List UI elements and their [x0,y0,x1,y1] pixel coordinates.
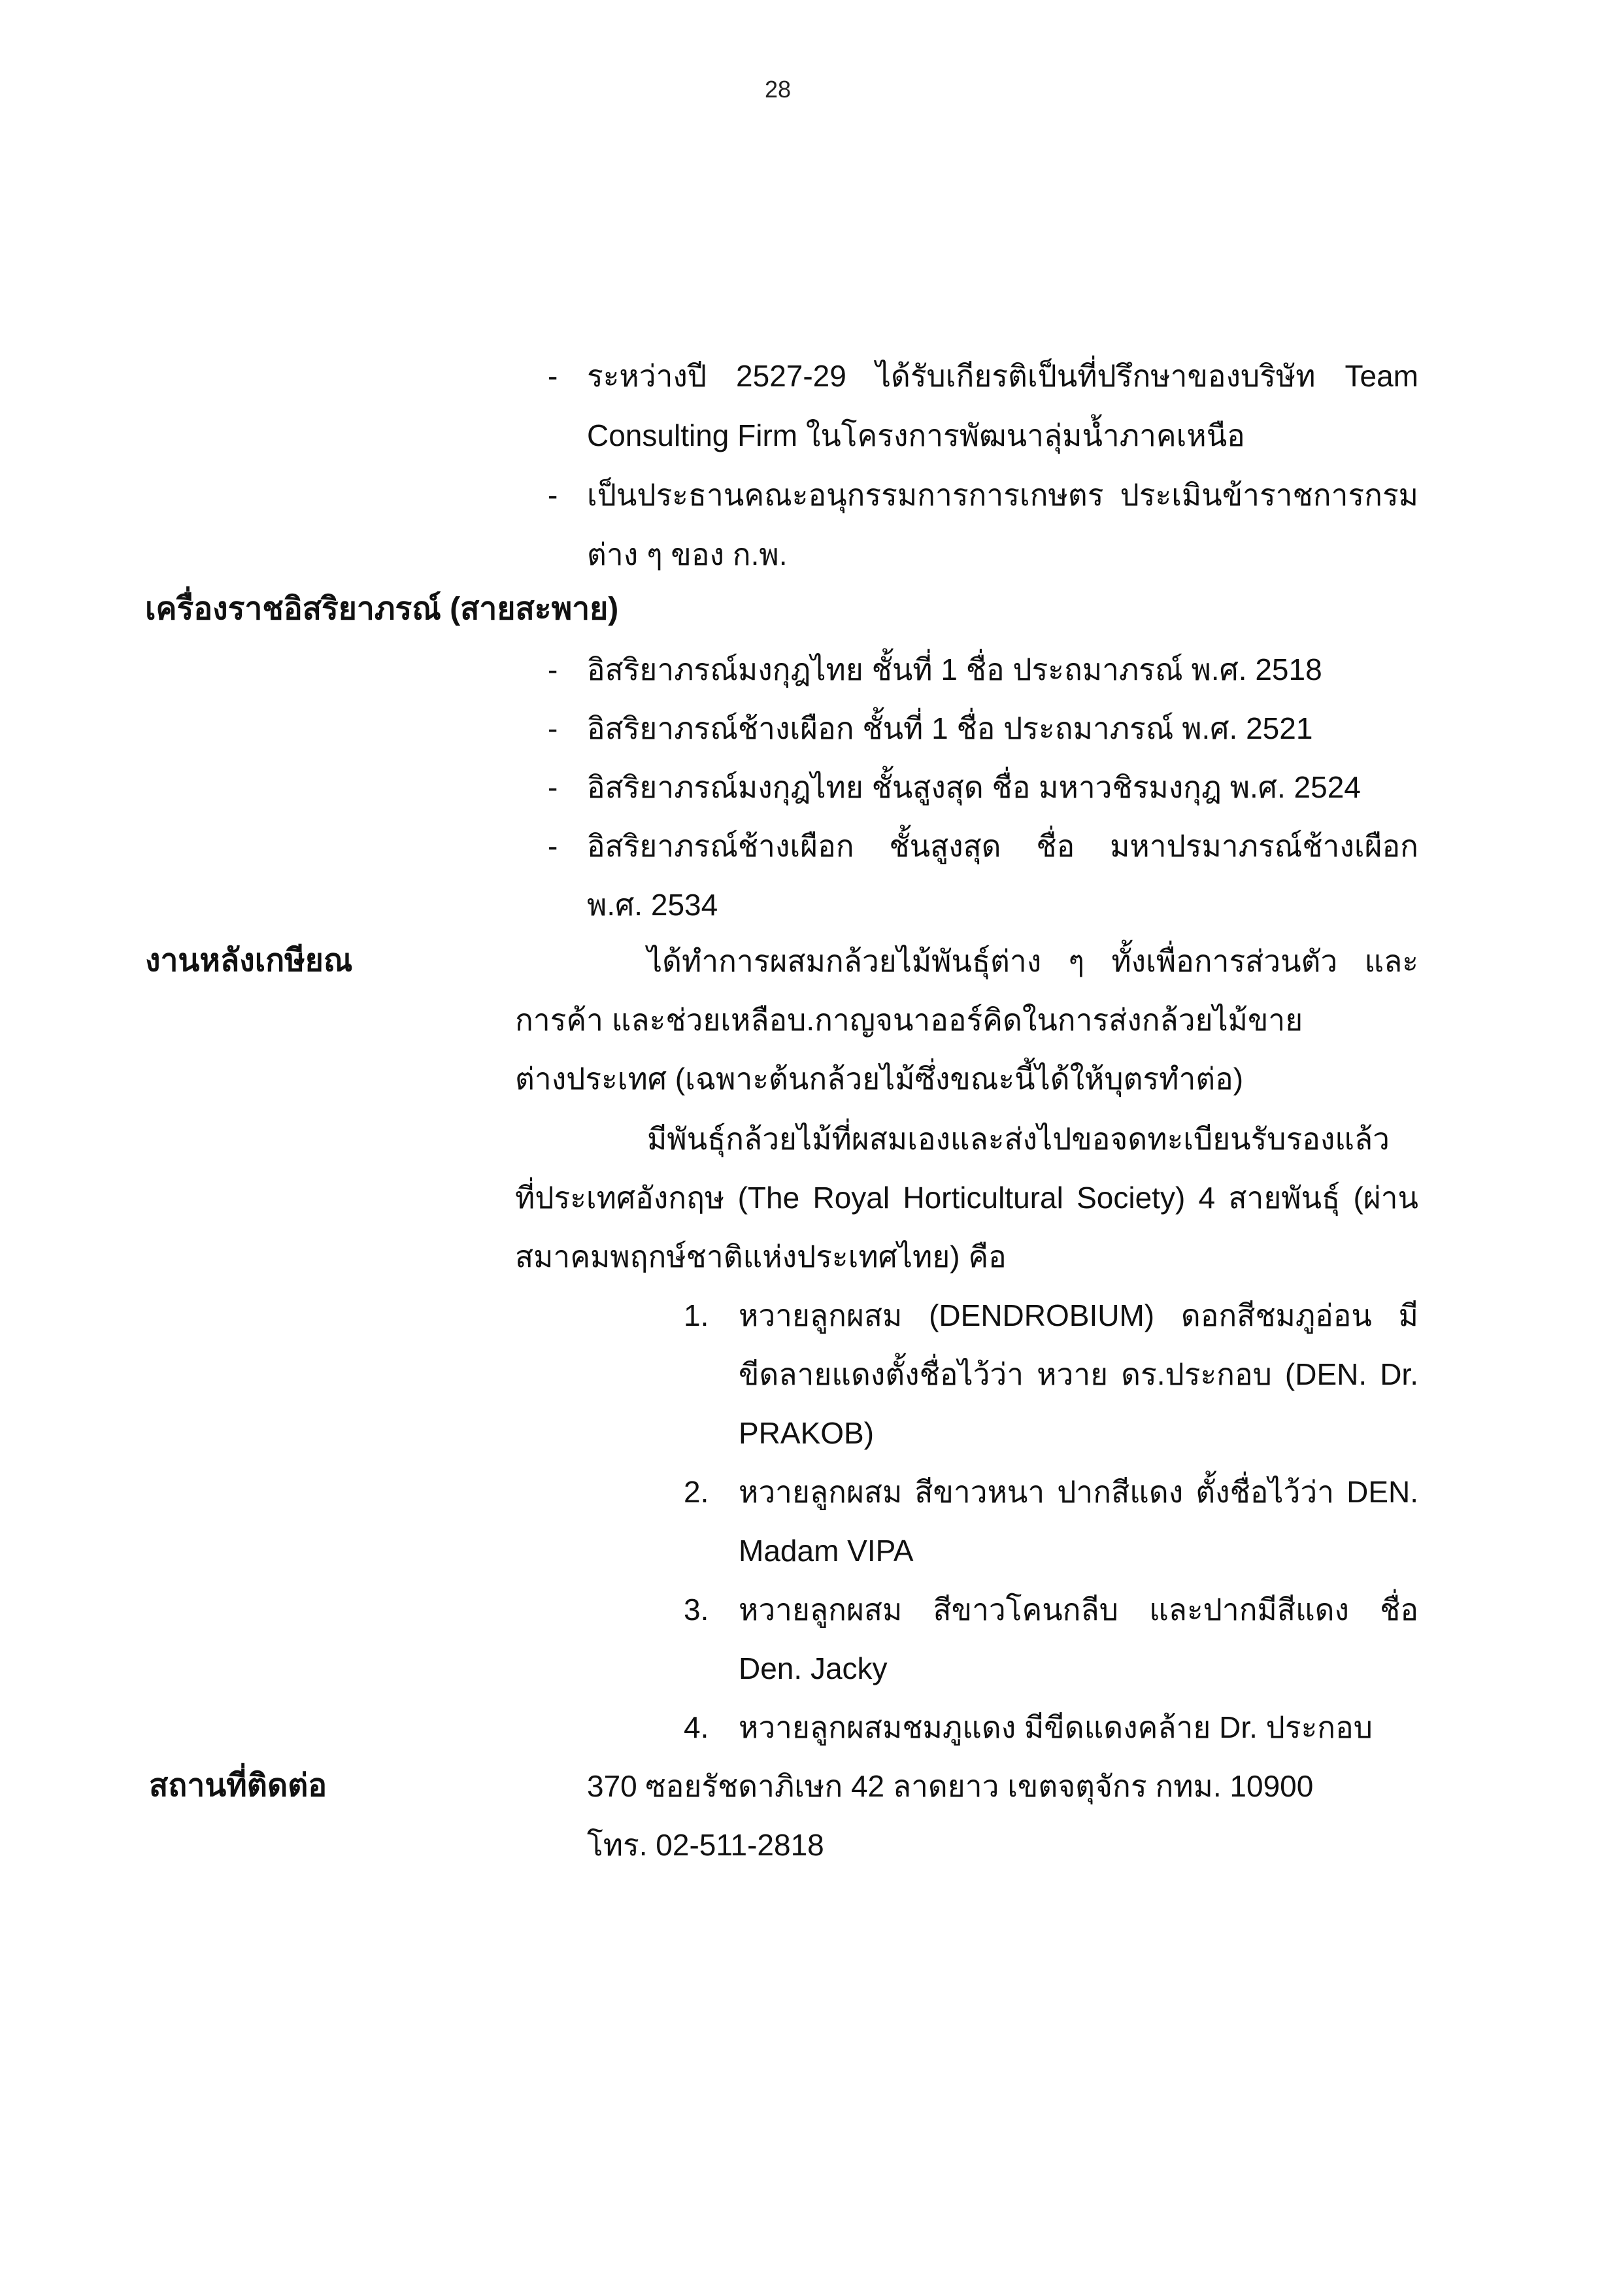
career-item-2-bullet: - [548,478,558,512]
orchid-item-2-number: 2. [684,1475,709,1509]
career-item-2-line2: ต่าง ๆ ของ ก.พ. [587,537,788,571]
career-item-1-line1: ระหว่างปี 2527-29 ได้รับเกียรติเป็นที่ปรึกษาของบริษัท Team [587,359,1418,393]
contact-phone: โทร. 02-511-2818 [587,1828,824,1862]
decoration-item-1-line1: อิสริยาภรณ์มงกุฎไทย ชั้นที่ 1 ชื่อ ประถมาภรณ์ พ.ศ. 2518 [587,652,1322,686]
retirement-para1-line2: การค้า และช่วยเหลือบ.กาญจนาออร์คิดในการส่งกล้วยไม้ขาย [515,1003,1303,1037]
career-item-1-bullet: - [548,359,558,393]
orchid-item-3-line1: หวายลูกผสม สีขาวโคนกลีบ และปากมีสีแดง ชื่อ [739,1593,1418,1627]
decorations-heading: เครื่องราชอิสริยาภรณ์ (สายสะพาย) [145,592,619,626]
decoration-item-2-bullet: - [548,711,558,745]
decoration-item-4-line2: พ.ศ. 2534 [587,888,718,922]
decoration-item-1-bullet: - [548,652,558,686]
orchid-item-3-line2: Den. Jacky [739,1651,888,1685]
page-number: 28 [764,76,792,103]
orchid-item-2-line1: หวายลูกผสม สีขาวหนา ปากสีแดง ตั้งชื่อไว้ว่า DEN. [739,1475,1418,1509]
decoration-item-3-line1: อิสริยาภรณ์มงกุฎไทย ชั้นสูงสุด ชื่อ มหาวชิรมงกุฎ พ.ศ. 2524 [587,770,1361,804]
orchid-item-1-line1: หวายลูกผสม (DENDROBIUM) ดอกสีชมภูอ่อน มี [739,1298,1418,1332]
retirement-heading: งานหลังเกษียณ [145,943,353,978]
decoration-item-2-line1: อิสริยาภรณ์ช้างเผือก ชั้นที่ 1 ชื่อ ประถมาภรณ์ พ.ศ. 2521 [587,711,1313,745]
retirement-para2-line3: สมาคมพฤกษ์ชาติแห่งประเทศไทย) คือ [515,1240,1007,1274]
orchid-item-2-line2: Madam VIPA [739,1534,914,1568]
orchid-item-4-number: 4. [684,1710,709,1744]
orchid-item-1-number: 1. [684,1298,709,1332]
orchid-item-3-number: 3. [684,1593,709,1627]
career-item-2-line1: เป็นประธานคณะอนุกรรมการการเกษตร ประเมินข้าราชการกรม [587,478,1418,512]
decoration-item-3-bullet: - [548,770,558,804]
career-item-1-line2: Consulting Firm ในโครงการพัฒนาลุ่มน้ำภาคเหนือ [587,418,1245,452]
orchid-item-1-line3: PRAKOB) [739,1416,875,1450]
retirement-para2-line2: ที่ประเทศอังกฤษ (The Royal Horticultural Society) 4 สายพันธุ์ (ผ่าน [515,1181,1418,1215]
orchid-item-1-line2: ขีดลายแดงตั้งชื่อไว้ว่า หวาย ดร.ประกอบ (DEN. Dr. [739,1357,1418,1391]
orchid-item-4-line1: หวายลูกผสมชมภูแดง มีขีดแดงคล้าย Dr. ประกอบ [739,1710,1373,1744]
decoration-item-4-line1: อิสริยาภรณ์ช้างเผือก ชั้นสูงสุด ชื่อ มหาปรมาภรณ์ช้างเผือก [587,829,1418,863]
retirement-para1-line3: ต่างประเทศ (เฉพาะต้นกล้วยไม้ซึ่งขณะนี้ได้ให้บุตรทำต่อ) [515,1062,1244,1096]
retirement-para2-line1: มีพันธุ์กล้วยไม้ที่ผสมเองและส่งไปขอจดทะเบียนรับรองแล้ว [647,1122,1390,1156]
decoration-item-4-bullet: - [548,829,558,863]
contact-address: 370 ซอยรัชดาภิเษก 42 ลาดยาว เขตจตุจักร กทม. 10900 [587,1769,1314,1803]
contact-heading: สถานที่ติดต่อ [149,1768,327,1803]
retirement-para1-line1: ได้ทำการผสมกล้วยไม้พันธุ์ต่าง ๆ ทั้งเพื่อการส่วนตัว และ [647,944,1418,978]
